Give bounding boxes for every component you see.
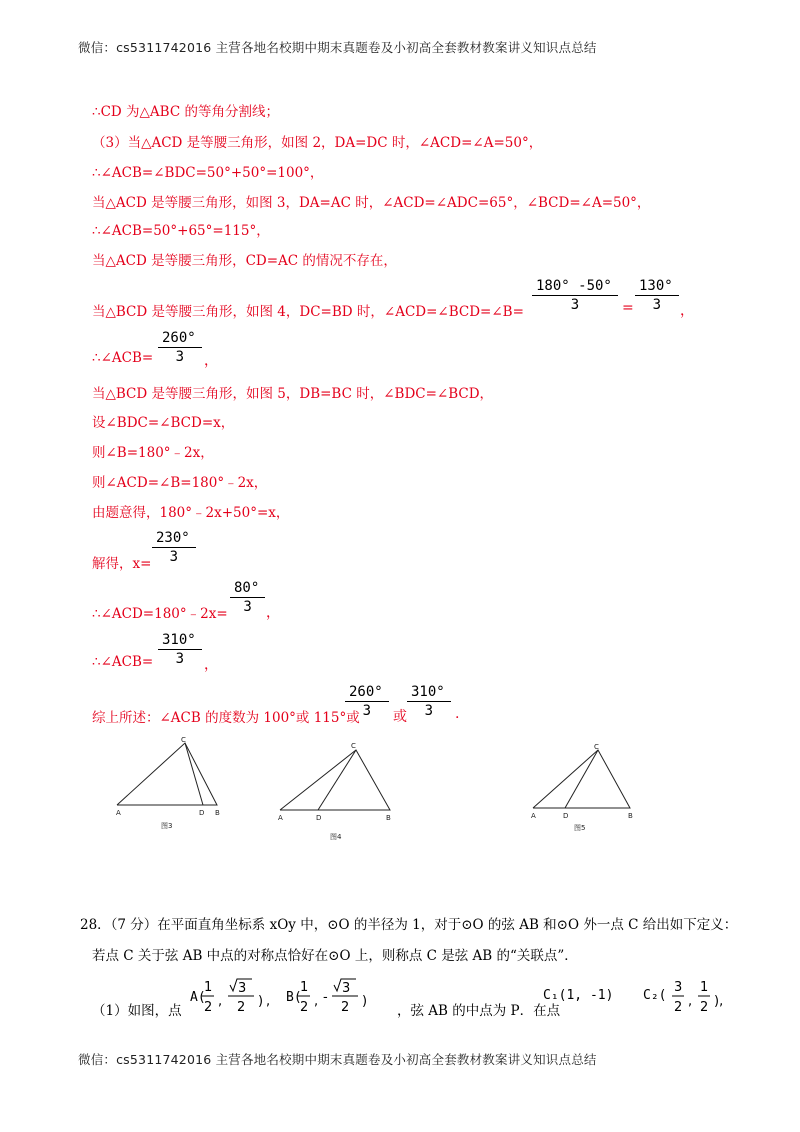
fraction: $\frac{180^\circ -50^\circ}{3}$ (532, 278, 618, 313)
figure-caption: 图4 (330, 833, 342, 841)
point-a: A( (190, 990, 206, 1005)
page-footer: 微信：cs5311742016 主营各地名校期中期末真题卷及小初高全套教材教案讲义知识点总结 (78, 1052, 597, 1067)
vertex-label-c: C (351, 742, 356, 750)
svg-text:2: 2 (204, 1000, 213, 1015)
svg-text:,: , (314, 994, 319, 1009)
vertex-label-b: B (215, 809, 220, 817)
comma: ， (204, 657, 218, 673)
point-a-coords (200, 975, 288, 1019)
svg-text:2: 2 (237, 1000, 246, 1015)
svg-text:1: 1 (204, 980, 213, 995)
svg-text:3: 3 (238, 981, 247, 996)
svg-text:,: , (218, 994, 223, 1009)
fraction: $\frac{260^\circ}{3}$ (345, 684, 389, 719)
svg-text:),: ), (714, 994, 724, 1009)
fraction: $\frac{130^\circ}{3}$ (635, 278, 679, 313)
vertex-label-c: C (181, 736, 186, 744)
solution-line: ∴∠ACD=180°﹣2x= (92, 606, 228, 622)
solution-line: 设∠BDC=∠BCD=x， (92, 415, 235, 431)
solution-line: 则∠ACD=∠B=180°﹣2x， (92, 475, 268, 491)
question-line: 若点 C 关于弦 AB 中点的对称点恰好在⊙O 上，则称点 C 是弦 AB 的“关联点”． (92, 948, 578, 964)
vertex-label-a: A (531, 812, 536, 820)
question-line: 28．（7 分）在平面直角坐标系 xOy 中，⊙O 的半径为 1，对于⊙O 的弦 AB 和⊙O 外一点 C 给出如下定义： (80, 917, 738, 933)
vertex-label-d: D (316, 814, 322, 822)
page-header: 微信：cs5311742016 主营各地名校期中期末真题卷及小初高全套教材教案讲义知识点总结 (78, 40, 597, 55)
svg-text:-: - (323, 990, 328, 1005)
figure-5 (525, 740, 645, 835)
question-line: （1）如图，点 (92, 1003, 182, 1019)
comma: ， (680, 303, 694, 319)
vertex-label-d: D (563, 812, 569, 820)
or-word: 或 (393, 709, 407, 725)
vertex-label-a: A (278, 814, 283, 822)
point-b-coords (296, 975, 388, 1019)
solution-line: ∴∠ACB= (92, 350, 154, 366)
solution-line: 当△BCD 是等腰三角形，如图 4，DC=BD 时，∠ACD=∠BCD=∠B= (92, 304, 524, 320)
figure-4 (270, 738, 400, 848)
svg-text:2: 2 (700, 1000, 709, 1015)
figure-caption: 图3 (161, 822, 173, 830)
svg-text:3: 3 (342, 981, 351, 996)
svg-text:): ) (258, 994, 264, 1009)
figure-caption: 图5 (574, 824, 586, 832)
svg-text:,: , (688, 994, 693, 1009)
solution-line: 当△BCD 是等腰三角形，如图 5，DB=BC 时，∠BDC=∠BCD， (92, 386, 494, 402)
svg-text:3: 3 (674, 980, 683, 995)
solution-line: （3）当△ACD 是等腰三角形，如图 2，DA=DC 时，∠ACD=∠A=50°， (92, 135, 543, 151)
solution-line: 当△ACD 是等腰三角形，如图 3，DA=AC 时，∠ACD=∠ADC=65°，∠BCD=∠A=50°， (92, 195, 651, 211)
vertex-label-a: A (116, 809, 121, 817)
solution-line: 则∠B=180°﹣2x， (92, 445, 214, 461)
comma: ， (204, 353, 218, 369)
svg-text:1: 1 (300, 980, 309, 995)
point-c2: C₂( (643, 988, 667, 1003)
solution-line: ∴∠ACB= (92, 654, 154, 670)
solution-line: 综上所述：∠ACB 的度数为 100°或 115°或 (92, 710, 360, 726)
point-c1: C₁(1, -1) (543, 988, 614, 1003)
fraction: $\frac{80^\circ}{3}$ (230, 580, 265, 615)
comma: ， (266, 605, 280, 621)
fraction: $\frac{230^\circ}{3}$ (152, 530, 196, 565)
fraction: $\frac{260^\circ}{3}$ (158, 330, 202, 365)
question-line: ，弦 AB 的中点为 P．在点 (397, 1003, 561, 1019)
fraction: $\frac{310^\circ}{3}$ (407, 684, 451, 719)
svg-text:2: 2 (341, 1000, 350, 1015)
solution-line: 解得，x= (92, 556, 152, 572)
solution-line: ∴CD 为△ABC 的等角分割线； (92, 104, 279, 120)
fraction: $\frac{310^\circ}{3}$ (158, 632, 202, 667)
vertex-label-d: D (199, 809, 205, 817)
svg-text:2: 2 (300, 1000, 309, 1015)
vertex-label-b: B (628, 812, 633, 820)
svg-text:,: , (266, 994, 271, 1009)
svg-text:): ) (362, 994, 368, 1009)
svg-text:1: 1 (700, 980, 709, 995)
point-c2-coords (670, 975, 730, 1019)
figure-3 (105, 735, 235, 835)
vertex-label-b: B (386, 814, 391, 822)
point-b: B( (286, 990, 302, 1005)
svg-text:2: 2 (674, 1000, 683, 1015)
period: . (455, 706, 460, 722)
solution-line: 由题意得，180°﹣2x+50°=x， (92, 505, 290, 521)
equals-sign: = (622, 300, 634, 316)
solution-line: ∴∠ACB=50°+65°=115°， (92, 223, 270, 239)
solution-line: 当△ACD 是等腰三角形，CD=AC 的情况不存在， (92, 253, 397, 269)
vertex-label-c: C (594, 743, 599, 751)
solution-line: ∴∠ACB=∠BDC=50°+50°=100°， (92, 165, 324, 181)
